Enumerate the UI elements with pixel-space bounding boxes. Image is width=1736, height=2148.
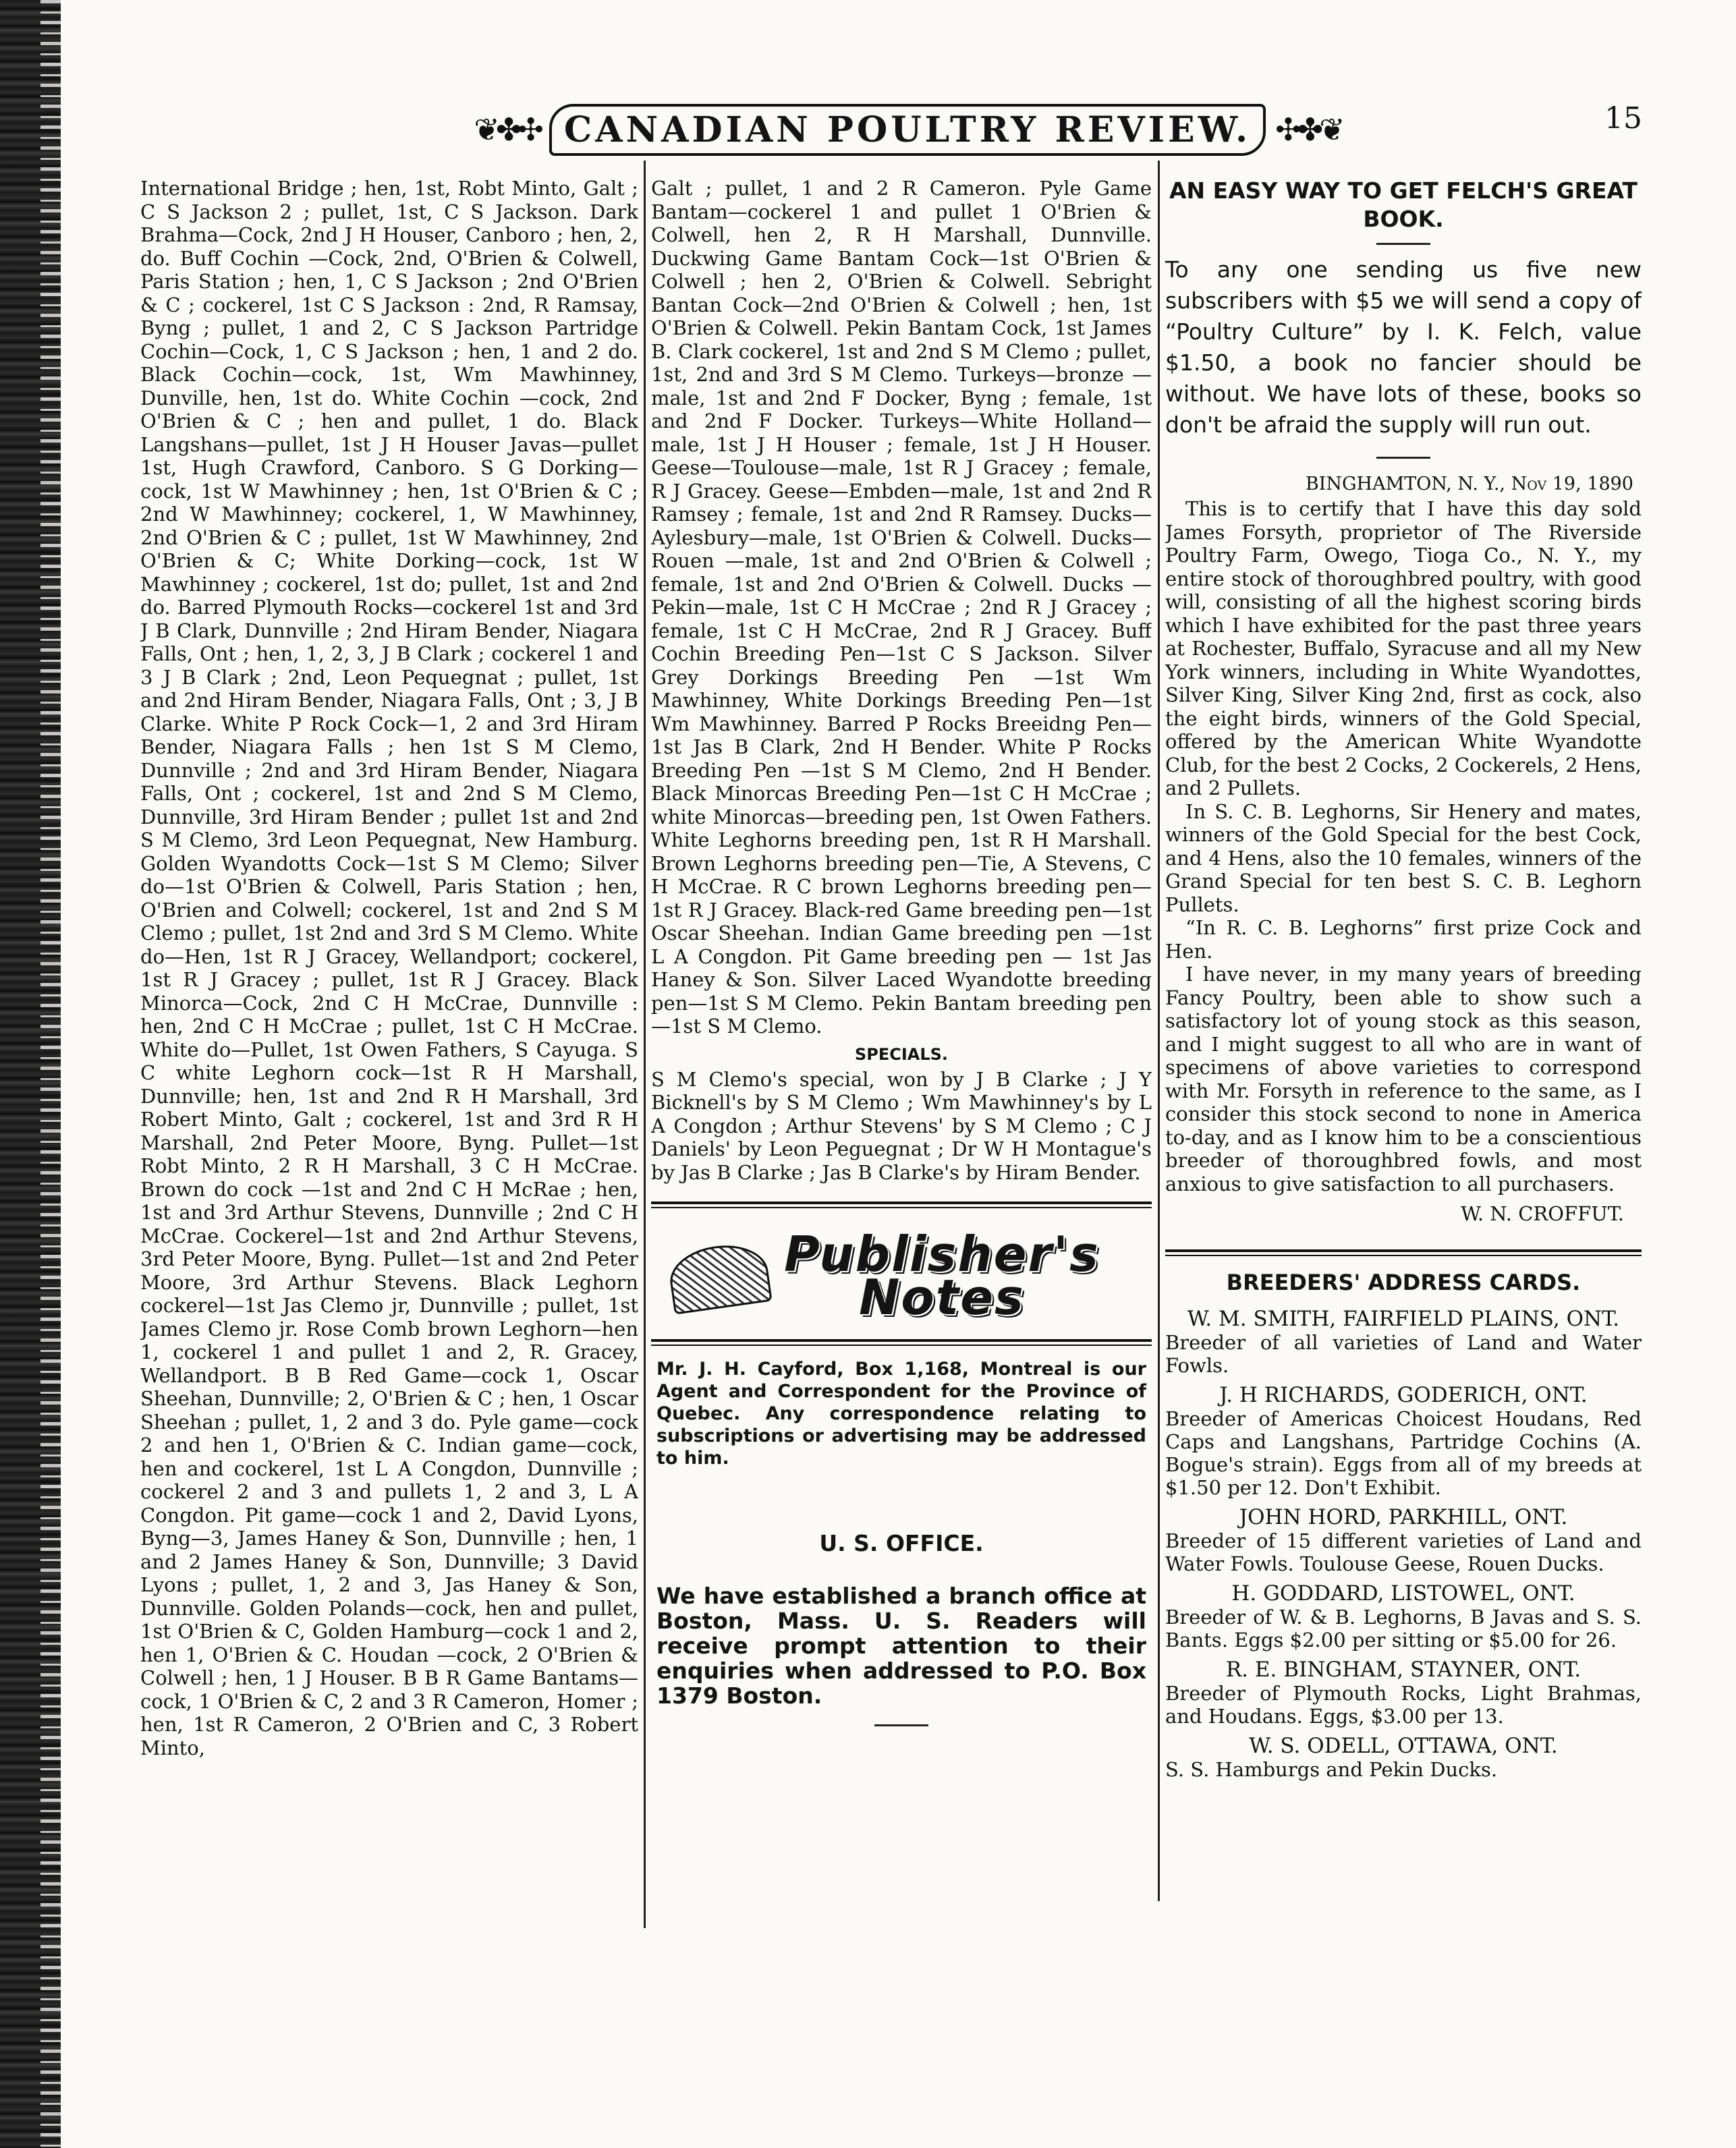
short-rule — [1376, 243, 1430, 245]
breeder-description: Breeder of 15 different varieties of Land and Water Fowls. Toulouse Geese, Rouen Ducks. — [1165, 1529, 1642, 1575]
short-rule — [874, 1724, 928, 1726]
specials-text: S M Clemo's special, won by J B Clarke ; J Y Bicknell's by S M Clemo ; Wm Mawhinney's by L A Congdon ; Arthur Stevens' by S M Clemo ; C J Daniels' by Leon Peguegnat ; Dr W H Montague's by Jas B Clarke ; Jas B Clarke's by Hiram Bender. — [651, 1067, 1152, 1184]
masthead — [474, 96, 1341, 163]
column-left — [140, 177, 638, 1759]
short-rule — [1376, 457, 1430, 459]
breeder-name: J. H RICHARDS, GODERICH, ONT. — [1219, 1383, 1588, 1407]
us-office-heading: U. S. OFFICE. — [819, 1530, 984, 1556]
breeder-description: Breeder of W. & B. Leghorns, B Javas and S. S. Bants. Eggs $2.00 per sitting or $5.00 for 26. — [1165, 1606, 1642, 1651]
ornament-right-icon: ✣✤❦ — [1275, 111, 1341, 148]
publishers-notes-banner — [651, 1222, 1152, 1330]
publishers-notes-line1: Publisher's — [784, 1226, 1100, 1282]
us-office-text: We have established a branch office at Boston, Mass. U. S. Readers will receive prompt attention to their enquiries when addressed to P.O. Box 1379 Boston. — [656, 1583, 1146, 1709]
breeder-name: JOHN HORD, PARKHILL, ONT. — [1239, 1505, 1568, 1529]
breeder-description: Breeder of Americas Choicest Houdans, Red Caps and Langshans, Partridge Cochins (A. Bogue's strain). Eggs from all of my breeds at $1.50 per 12. Don't Exhibit. — [1165, 1407, 1642, 1499]
masthead-title: CANADIAN POULTRY REVIEW. — [549, 104, 1266, 156]
page-number: 15 — [1604, 101, 1642, 136]
column-divider-right — [1158, 161, 1160, 1901]
publishers-notes-line2: Notes — [859, 1269, 1025, 1326]
ornament-left-icon: ❦✤✣ — [474, 111, 540, 148]
breeder-name: H. GODDARD, LISTOWEL, ONT. — [1231, 1581, 1575, 1606]
letter-dateline: BINGHAMTON, N. Y., Nov 19, 1890 — [1305, 474, 1633, 494]
breeder-name: R. E. BINGHAM, STAYNER, ONT. — [1225, 1658, 1581, 1682]
letter-paragraph-1: This is to certify that I have this day sold James Forsyth, proprietor of The Riverside Poultry Farm, Owego, Tioga Co., N. Y., my entire stock of thoroughbred poultry, with good will, consisting of all the highest scoring birds which I have exhibited for the past three years at Rochester, Buffalo, Syracuse and all my New York winners, including in White Wyandottes, Silver King, Silver King 2nd, first as cock, also the eight birds, winners of the Gold Special, offered by the American White Wyandotte Club, for the best 2 Cocks, 2 Cockerels, 2 Hens, and 2 Pullets. — [1165, 497, 1642, 799]
column-right — [1165, 177, 1642, 1781]
breeder-card — [1165, 1506, 1642, 1575]
prize-list-left: International Bridge ; hen, 1st, Robt Minto, Galt ; C S Jackson 2 ; pullet, 1st, C S Jackson. Dark Brahma—Cock, 2nd J H Houser, Canboro ; hen, 2, do. Buff Cochin —Cock, 2nd, O'Brien & Colwell, Paris Station ; hen, 1, C S Jackson ; 2nd O'Brien & C ; cockerel, 1st C S Jackson : 2nd, R Ramsay, Byng ; pullet, 1 and 2, C S Jackson Partridge Cochin—Cock, 1, C S Jackson ; hen, 1 and 2 do. Black Cochin—cock, 1st, Wm Mawhinney, Dunville, hen, 1st do. White Cochin —cock, 2nd O'Brien & C ; hen and pullet, 1 do. Black Langshans—pullet, 1st J H Houser Javas—pullet 1st, Hugh Crawford, Canboro. S G Dorking—cock, 1st W Mawhinney ; hen, 1st O'Brien & C ; 2nd W Mawhinney; cockerel, 1, W Mawhinney, 2nd O'Brien & C ; pullet, 1st W Mawhinney, 2nd O'Brien & C; White Dorking—cock, 1st W Mawhinney ; cockerel, 1st do; pullet, 1st and 2nd do. Barred Plymouth Rocks—cockerel 1st and 3rd J B Clark, Dunnville ; 2nd Hiram Bender, Niagara Falls, Ont ; hen, 1, 2, 3, J B Clark ; cockerel 1 and 3 J B Clark ; 2nd, Leon Pequegnat ; pullet, 1st and 2nd Hiram Bender, Niagara Falls, Ont ; 3, J B Clarke. White P Rock Cock—1, 2 and 3rd Hiram Bender, Niagara Falls ; hen 1st S M Clemo, Dunnville ; 2nd and 3rd Hiram Bender, Niagara Falls, Ont ; cockerel, 1st and 2nd S M Clemo, Dunnville, 3rd Hiram Bender ; pullet 1st and 2nd S M Clemo, 3rd Leon Pequegnat, New Hamburg. Golden Wyandotts Cock—1st S M Clemo; Silver do—1st O'Brien & Colwell, Paris Station ; hen, O'Brien and Colwell; cockerel, 1st and 2nd S M Clemo ; pullet, 1st 2nd and 3rd S M Clemo. White do—Hen, 1st R J Gracey, Wellandport; cockerel, 1st R J Gracey ; pullet, 1st R J Gracey. Black Minorca—Cock, 2nd C H McCrae, Dunnville : hen, 2nd C H McCrae ; pullet, 1st C H McCrae. White do—Pullet, 1st Owen Fathers, S Cayuga. S C white Leghorn cock—1st R H Marshall, Dunnville; hen, 1st and 2nd R H Marshall, 3rd Robert Minto, Galt ; cockerel, 1st and 3rd R H Marshall, 2nd Peter Moore, Byng. Pullet—1st Robt Minto, 2 R H Marshall, 3 C H McCrae. Brown do cock —1st and 2nd C H McRae ; hen, 1st and 3rd Arthur Stevens, Dunnville ; 2nd C H McCrae. Cockerel—1st and 2nd Arthur Stevens, 3rd Peter Moore, Byng. Pullet—1st and 2nd Peter Moore, 3rd Arthur Stevens. Black Leghorn cockerel—1st Jas Clemo jr, Dunnville ; pullet, 1st James Clemo jr. Rose Comb brown Leghorn—hen 1, cockerel 1 and pullet 1 and 2, R. Gracey, Wellandport. B B Red Game—cock 1, Oscar Sheehan, Dunnville; 2, O'Brien & C ; hen, 1 Oscar Sheehan ; pullet, 1, 2 and 3 do. Pyle game—cock 2 and hen 1, O'Brien & C. Indian game—cock, hen and cockerel, 1st L A Congdon, Dunnville ; cockerel 2 and 3 and pullets 1, 2 and 3, L A Congdon. Pit game—cock 1 and 2, David Lyons, Byng—3, James Haney & Son, Dunnville ; hen, 1 and 2 James Haney & Son, Dunnville; 3 David Lyons ; pullet, 1, 2 and 3, Jas Haney & Son, Dunnville. Golden Polands—cock, hen and pullet, 1st O'Brien & C, Golden Hamburg—cock 1 and 2, hen 1, O'Brien & C. Houdan —cock, 2 O'Brien & Colwell ; hen, 1 J Houser. B B R Game Bantams—cock, 1 O'Brien & C, 2 and 3 R Cameron, Homer ; hen, 1st R Cameron, 2 O'Brien and C, 3 Robert Minto, — [140, 177, 638, 1759]
letter-paragraph-3: “In R. C. B. Leghorns” first prize Cock and Hen. — [1165, 916, 1642, 963]
letter-paragraph-4: I have never, in my many years of breeding Fancy Poultry, been able to show such a satisfactory lot of young stock as this season, and I might suggest to all who are in want of specimens of above varieties to correspond with Mr. Forsyth in reference to the same, as I consider this stock second to none in America to-day, and as I know him to be a conscientious breeder of thoroughbred fowls, and most anxious to give satisfaction to all purchasers. — [1165, 963, 1642, 1195]
breeder-name: W. S. ODELL, OTTAWA, ONT. — [1249, 1734, 1558, 1758]
breeder-card — [1165, 1582, 1642, 1651]
scanned-binding-edge — [0, 0, 61, 2148]
breeder-card — [1165, 1307, 1642, 1377]
section-rule — [1165, 1249, 1642, 1256]
breeder-card — [1165, 1658, 1642, 1728]
breeder-description: Breeder of Plymouth Rocks, Light Brahmas, and Houdans. Eggs, $3.00 per 13. — [1165, 1682, 1642, 1728]
breeder-description: S. S. Hamburgs and Pekin Ducks. — [1165, 1758, 1498, 1781]
breeder-description: Breeder of all varieties of Land and Water Fowls. — [1165, 1331, 1642, 1377]
breeder-name: W. M. SMITH, FAIRFIELD PLAINS, ONT. — [1187, 1307, 1620, 1331]
section-rule — [651, 1202, 1152, 1208]
agent-notice: Mr. J. H. Cayford, Box 1,168, Montreal is our Agent and Correspondent for the Province of Quebec. Any correspondence relating to subscriptions or advertising may be addressed to him. — [656, 1359, 1146, 1469]
felch-heading: AN EASY WAY TO GET FELCH'S GREAT BOOK. — [1169, 177, 1638, 232]
column-divider-left — [644, 161, 646, 1928]
specials-heading: SPECIALS. — [854, 1044, 949, 1064]
breeder-card — [1165, 1734, 1642, 1781]
letter-paragraph-2: In S. C. B. Leghorns, Sir Henery and mates, winners of the Gold Special for the best Cock, and 4 Hens, also the 10 females, winners of the Grand Special for ten best S. C. B. Leghorn Pullets. — [1165, 799, 1642, 916]
section-rule — [651, 1339, 1152, 1346]
breeders-heading: BREEDERS' ADDRESS CARDS. — [1226, 1270, 1581, 1295]
column-middle — [651, 177, 1152, 1736]
prize-list-middle: Galt ; pullet, 1 and 2 R Cameron. Pyle Game Bantam—cockerel 1 and pullet 1 O'Brien & Colwell, hen 2, R H Marshall, Dunnville. Duckwing Game Bantam Cock—1st O'Brien & Colwell ; hen 2, O'Brien & Colwell. Sebright Bantan Cock—2nd O'Brien & Colwell ; hen, 1st O'Brien & Colwell. Pekin Bantam Cock, 1st James B. Clark cockerel, 1st and 2nd S M Clemo ; pullet, 1st, 2nd and 3rd S M Clemo. Turkeys—bronze —male, 1st and 2nd F Docker, Byng ; female, 1st and 2nd F Docker. Turkeys—White Holland—male, 1st J H Houser ; female, 1st J H Houser. Geese—Toulouse—male, 1st R J Gracey ; female, R J Gracey. Geese—Embden—male, 1st and 2nd R Ramsey ; female, 1st and 2nd R Ramsey. Ducks—Aylesbury—male, 1st O'Brien & Colwell. Ducks—Rouen —male, 1st and 2nd O'Brien & Colwell ; female, 1st and 2nd O'Brien & Colwell. Ducks —Pekin—male, 1st C H McCrae ; 2nd R J Gracey ; female, 1st C H McCrae, 2nd R J Gracey. Buff Cochin Breeding Pen—1st C S Jackson. Silver Grey Dorkings Breeding Pen —1st Wm Mawhinney, White Dorkings Breeding Pen—1st Wm Mawhinney. Barred P Rocks Breeidng Pen—1st Jas B Clark, 2nd H Bender. White P Rocks Breeding Pen —1st S M Clemo, 2nd H Bender. Black Minorcas Breeding Pen—1st C H McCrae ; white Minorcas—breeding pen, 1st Owen Fathers. White Leghorns breeding pen, 1st R H Marshall. Brown Leghorns breeding pen—Tie, A Stevens, C H McCrae. R C brown Leghorns breeding pen—1st R J Gracey. Black-red Game breeding pen—1st Oscar Sheehan. Indian Game breeding pen —1st L A Congdon. Pit Game breeding pen — 1st Jas Haney & Son. Silver Laced Wyandotte breeding pen—1st S M Clemo. Pekin Bantam breeding pen—1st S M Clemo. — [651, 177, 1152, 1038]
breeder-card — [1165, 1384, 1642, 1499]
inkwell-quill-icon — [666, 1239, 772, 1314]
letter-signature: W. N. CROFFUT. — [1461, 1202, 1624, 1225]
felch-offer-text: To any one sending us five new subscribers with $5 we will send a copy of “Poultry Culture” by I. K. Felch, value $1.50, a book no fancier should be without. We have lots of these, books so don't be afraid the supply will run out. — [1165, 256, 1642, 438]
